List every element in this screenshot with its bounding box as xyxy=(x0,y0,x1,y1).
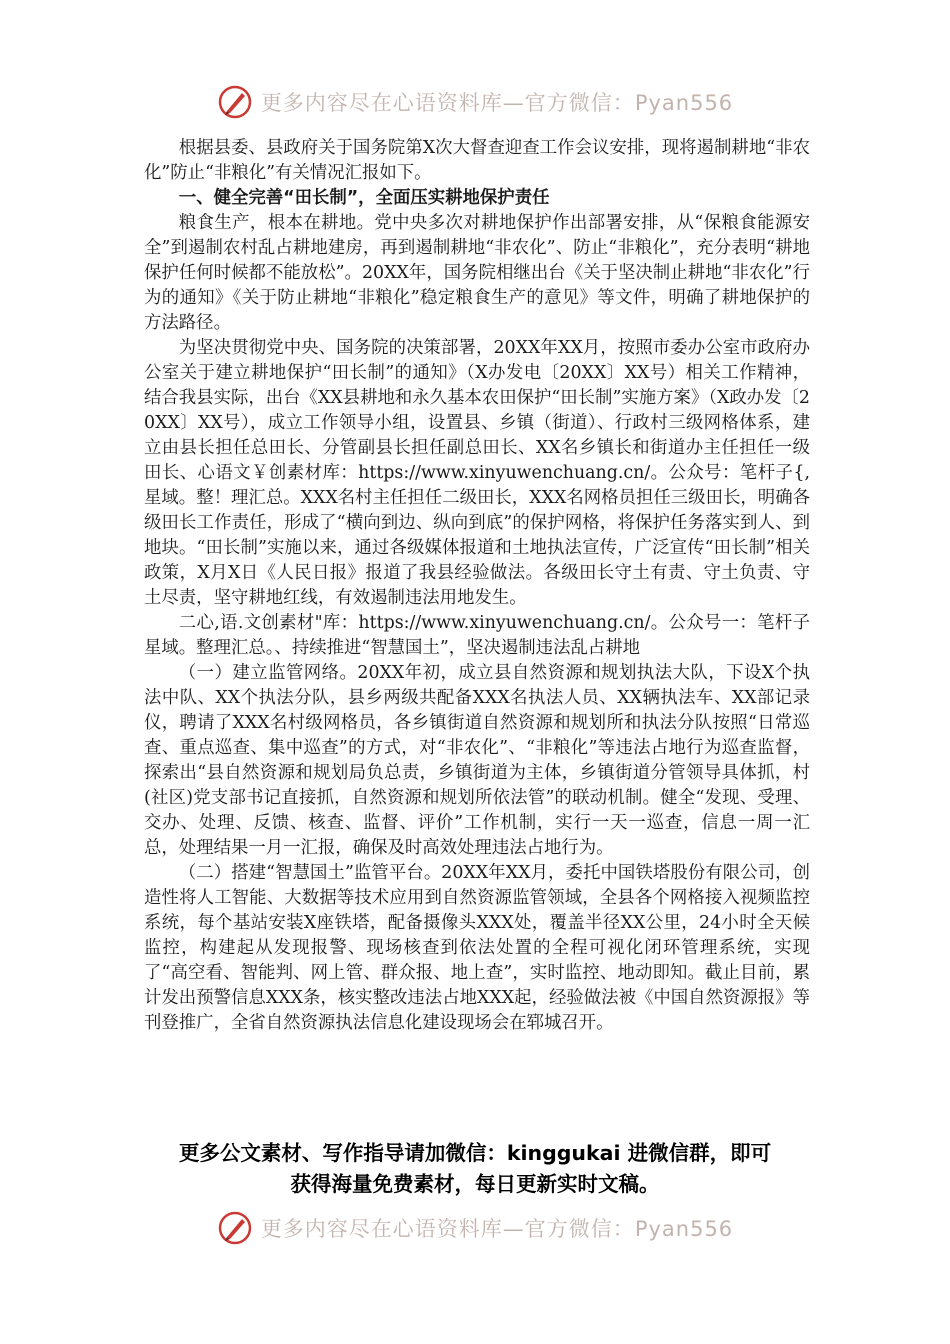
footer-watermark-banner xyxy=(0,1208,950,1248)
promo-line-1: 更多公文素材、写作指导请加微信：kinggukai 进微信群，即可 xyxy=(178,1141,772,1165)
pen-logo-icon xyxy=(217,84,253,120)
promo-line-2: 获得海量免费素材，每日更新实时文稿。 xyxy=(290,1172,660,1196)
paragraph-field-chief-system: 为坚决贯彻党中央、国务院的决策部署，20XX年XX月，按照市委办公室市政府办公室关于建立耕地保护“田长制”的通知》（X办发电〔20XX〕XX号）相关工作精神，结合我县实际，出台《XX县耕地和永久基本农田保护“田长制”实施方案》（X政办发〔20XX〕XX号），成立工作领导小组，设置县、乡镇（街道）、行政村三级网格体系，建立由县长担任总田长、分管副县长担任副总田长、XX名乡镇长和街道办主任担任一级田长、心语文￥创素材库：https://www.xinyuwenchuang.cn/。公众号：笔杆子{,星域。整！理汇总。XXX名村主任担任二级田长，XXX名网格员担任三级田长，明确各级田长工作责任，形成了“横向到边、纵向到底”的保护网格，将保护任务落实到人、到地块。“田长制”实施以来，通过各级媒体报道和土地执法宣传，广泛宣传“田长制”相关政策，X月X日《人民日报》报道了我县经验做法。各级田长守土有责、守土负责、守土尽责，坚守耕地红线，有效遏制违法用地发生。 xyxy=(144,338,810,608)
banner-main-text: 更多内容尽在心语资料库—官方微信： xyxy=(260,91,635,115)
paragraph-food-production: 粮食生产，根本在耕地。党中央多次对耕地保护作出部署安排，从“保粮食能源安全”到遏制农村乱占耕地建房，再到遏制耕地“非农化”、防止“非粮化”，充分表明“耕地保护任何时候都不能放松”。20XX年，国务院相继出台《关于坚决制止耕地“非农化”行为的通知》《关于防止耕地“非粮化”稳定粮食生产的意见》等文件，明确了耕地保护的方法路径。 xyxy=(144,213,810,333)
paragraph-intro: 根据县委、县政府关于国务院第X次大督查迎查工作会议安排，现将遏制耕地“非农化”防止“非粮化”有关情况汇报如下。 xyxy=(144,138,810,183)
banner-wechat-id: Pyan556 xyxy=(634,91,734,115)
banner-text xyxy=(261,1213,733,1243)
paragraph-supervision-network: （一）建立监管网络。20XX年初，成立县自然资源和规划执法大队，下设X个执法中队、XX个执法分队，县乡两级共配备XXX名执法人员、XX辆执法车、XX部记录仪，聘请了XXX名村级网格员，各乡镇街道自然资源和规划所和执法分队按照“日常巡查、重点巡查、集中巡查”的方式，对“非农化”、“非粮化”等违法占地行为巡查监督，探索出“县自然资源和规划局负总责，乡镇街道为主体，乡镇街道分管领导具体抓，村(社区)党支部书记直接抓，自然资源和规划所依法管”的联动机制。健全“发现、受理、交办、处理、反馈、核查、监督、评价”工作机制，实行一天一巡查，信息一周一汇总，处理结果一月一汇报，确保及时高效处理违法占地行为。 xyxy=(144,663,810,858)
document-body xyxy=(144,136,810,1036)
header-watermark-banner xyxy=(0,82,950,122)
promo-notice xyxy=(100,1138,850,1200)
paragraph-smart-platform: （二）搭建“智慧国土”监管平台。20XX年XX月，委托中国铁塔股份有限公司，创造性将人工智能、大数据等技术应用到自然资源监管领域，全县各个网格接入视频监控系统，每个基站安装X座铁塔，配备摄像头XXX处，覆盖半径XX公里，24小时全天候监控，构建起从发现报警、现场核查到依法处置的全程可视化闭环管理系统，实现了“高空看、智能判、网上管、群众报、地上查”，实时监控、地动即知。截止目前，累计发出预警信息XXX条，核实整改违法占地XXX起，经验做法被《中国自然资源报》等刊登推广，全省自然资源执法信息化建设现场会在郓城召开。 xyxy=(144,863,810,1033)
section-heading-2: 二心,语.文创素材"库：https://www.xinyuwenchuang.cn/。公众号一：笔杆子星域。整理汇总。、持续推进“智慧国土”，坚决遏制违法乱占耕地 xyxy=(144,613,810,658)
banner-wechat-id: Pyan556 xyxy=(634,1217,734,1241)
banner-text xyxy=(261,87,733,117)
section-heading-1: 一、健全完善“田长制”，全面压实耕地保护责任 xyxy=(178,188,550,208)
pen-logo-icon xyxy=(217,1210,253,1246)
banner-main-text: 更多内容尽在心语资料库—官方微信： xyxy=(260,1217,635,1241)
